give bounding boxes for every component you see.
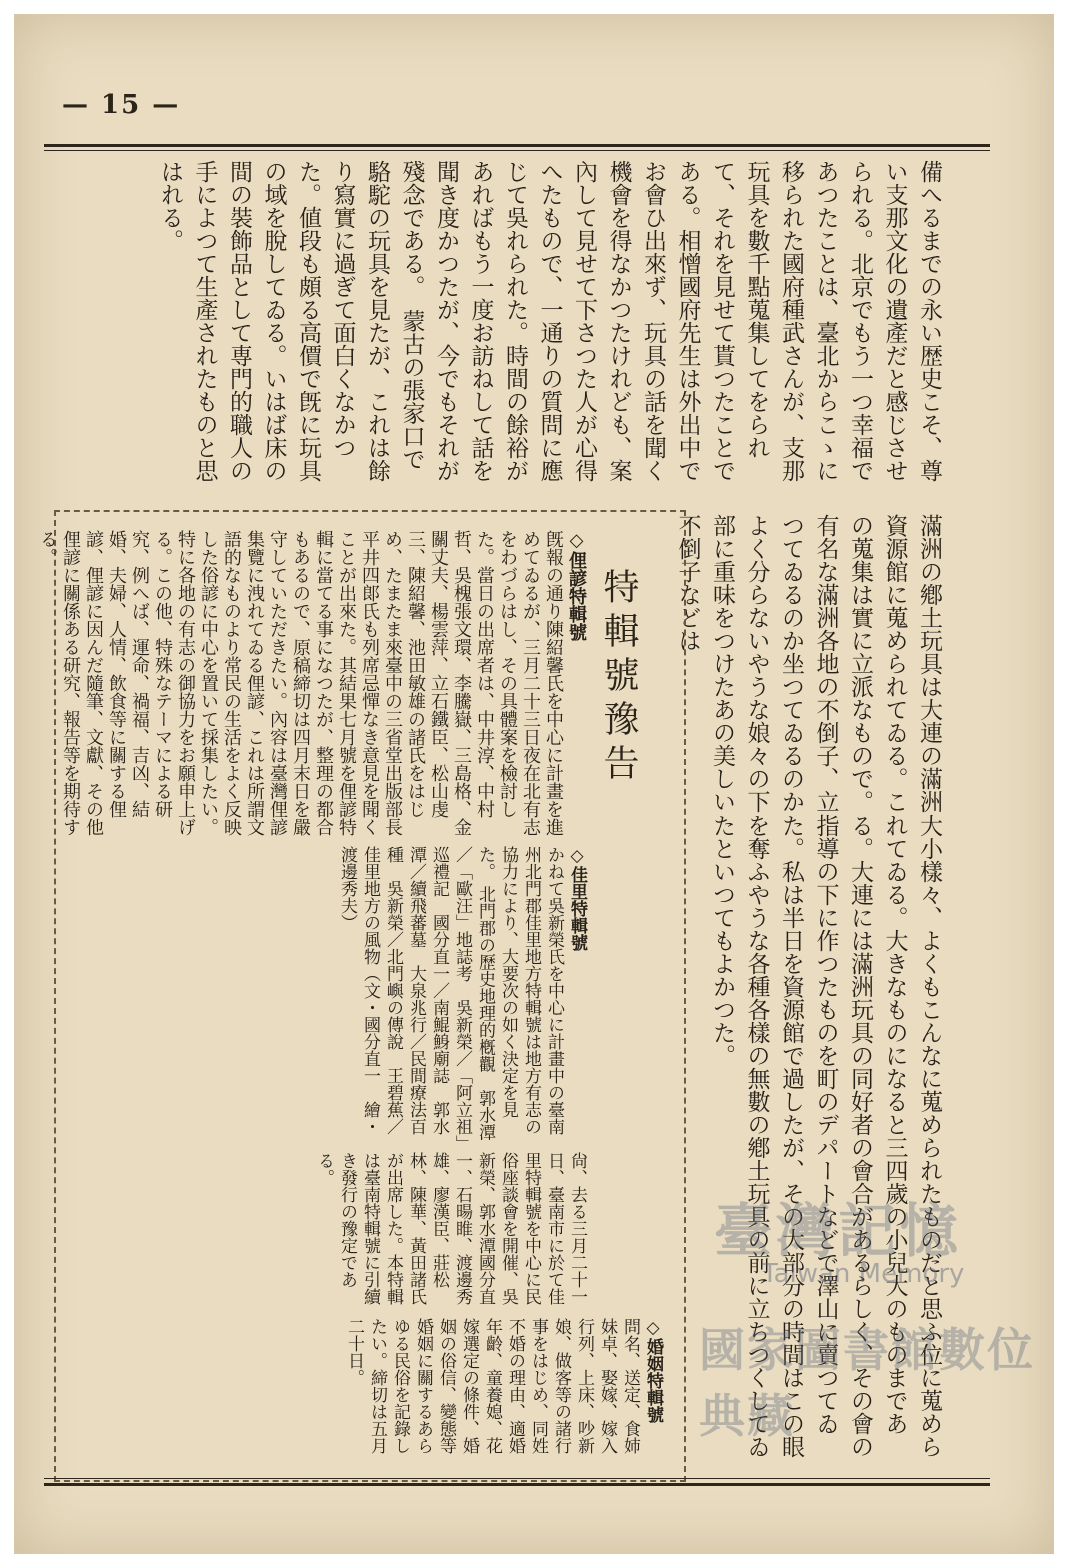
marriage-issue-heading: ◇婚姻特輯號 — [643, 1318, 663, 1423]
watermark-logo-text: 臺灣記憶 — [714, 1197, 963, 1265]
jiali-issue-section — [68, 846, 588, 1146]
watermark-library: 國家圖書館數位典藏 — [699, 1323, 1035, 1443]
bottom-rule-thick — [44, 1483, 990, 1486]
page-number: — 15 — — [62, 90, 181, 120]
proverb-issue-heading: ◇俚諺特輯號 — [566, 530, 587, 641]
main-article-middle-text: 滿洲の鄕土玩具は大連の滿洲資源館に蒐められてゐる。この蒐集は實に立派なもので。有名な滿洲各地の不倒子、立つてゐるのか坐つてゐるのかよく分らないやうな娘々の下部に重味をつけたあの美しい不倒子などは — [674, 514, 942, 813]
notice-title: 特輯號豫告 — [598, 568, 639, 788]
jiali-issue-contents: 北門郡の歷史地理的槪觀 郭水潭／「歐汪」地誌考 吳新榮／「阿立祖」巡禮記 國分直一／南鯤鯓廟誌 郭水潭／續飛蕃墓 大泉兆行／民間療法百種 吳新榮／北門嶼の傳說 王碧蕉／佳里地方の風物（文・國分直一 繪・渡邊秀夫） — [337, 846, 495, 1144]
top-rule — [44, 144, 990, 147]
top-rule-thin — [44, 150, 990, 151]
jiali-issue-heading: ◇佳里特輯號 — [567, 846, 587, 951]
bottom-rule — [44, 1478, 990, 1479]
special-issue-notice-box — [37, 510, 686, 1482]
jiali-issue-body: かねて吳新榮氏を中心に計畫中の臺南州北門郡佳里地方特輯號は地方有志の協力により、大要次の如く決定を見た。 — [475, 846, 564, 1135]
proverb-issue-body: 旣報の通り陳紹馨氏を中心に計畫を進めてゐるが、三月二十三日夜在北有志をわづらはし、その具體案を檢討した。當日の出席者は、中井淳、中村哲、吳槐張文環、李騰嶽、三島格、金關丈夫、楊雲萍、立石鐵臣、松山虔三、陳紹馨、池田敏雄の諸氏をはじめ、たまたま來臺中の三省堂出版部長平井四郞氏も列席忌憚なき意見を聞くことが出來た。其結果七月號を俚諺特輯に當てる事になつたが、整理の都合もあるので、原稿締切は四月末日を嚴守していただきたい。內容は臺灣俚諺集覽に洩れてゐる俚諺、これは所謂文語的なものより常民の生活をよく反映した俗諺に中心を置いて採集したい。特に各地の有志の御協力をお願申上げる。この他、特殊なテーマによる研究、例へば、運命、禍福、吉凶、結婚、夫婦、人情、飲食等に關する俚諺、俚諺に因んだ隨筆、文獻、その他俚諺に關係ある研究、報告等を期待する。 — [37, 530, 564, 836]
magazine-page — [14, 14, 1054, 1554]
marriage-issue-body: 問名、送定、食姉妹卓、娶嫁、嫁入行列、上床、吵新娘、做客等の諸行事をはじめ、同姓不婚の理由、適婚年齡、童養媳、花嫁選定の條件、婚姻の俗信、變態等婚姻に關するあらゆる民俗を記錄したい。締切は五月二十日。 — [344, 1318, 640, 1454]
main-article-lower-text: 大小樣々、よくもこんなに蒐められたものだと思ふ位に蒐められてゐる。大きなものになると三四歲の小兒大のものまである。大連には滿洲玩具の同好者の會合があるらしく、その會の指導の下に作つたものを町のデパートなどで澤山に賣つてゐた。私は半日を資源館で過したが、その大部分の時間はこの眼を奪ふやうな各種各樣の無數の鄕土玩具の前に立ちつくしてゐたといつてもよかつた。 — [709, 814, 942, 1458]
marriage-issue-section — [64, 1318, 664, 1468]
main-article-top-text: 備へるまでの永い歴史こそ、尊い支那文化の遺產だと感じさせられる。北京でもう一つ幸福であつたことは、臺北からこゝに移られた國府種武さんが、支那玩具を數千點蒐集してをられて、それを見せて貰つたことである。相憎國府先生は外出中でお會ひ出來ず、玩具の話を聞く機會を得なかつたけれども、案內して見せて下さつた人が心得へたもので、一通りの質問に應じて吳れられた。時間の餘裕があればもう一度お訪ねして話を聞き度かつたが、今でもそれが殘念である。 蒙古の張家口で駱駝の玩具を見たが、これは餘り寫實に過ぎて面白くなかつた。値段も頗る高價で旣に玩具の域を脫してゐる。いはば床の間の裝飾品として専門的職人の手によつて生產されたものと思はれる。 — [157, 160, 942, 482]
watermark-english: Taiwan Memory — [762, 1259, 965, 1289]
jiali-issue-report — [68, 1152, 588, 1312]
proverb-issue-section — [37, 530, 588, 848]
jiali-issue-report-text: 尙、去る三月二十一日、臺南市に於て佳里特輯號を中心に民俗座談會を開催、吳新榮、郭水潭國分直一、石暘睢、渡邊秀雄、廖漢臣、莊松林、陳華、黃田諸氏が出席した。本特輯は臺南特輯號に引續き發行の豫定である。 — [314, 1152, 587, 1305]
